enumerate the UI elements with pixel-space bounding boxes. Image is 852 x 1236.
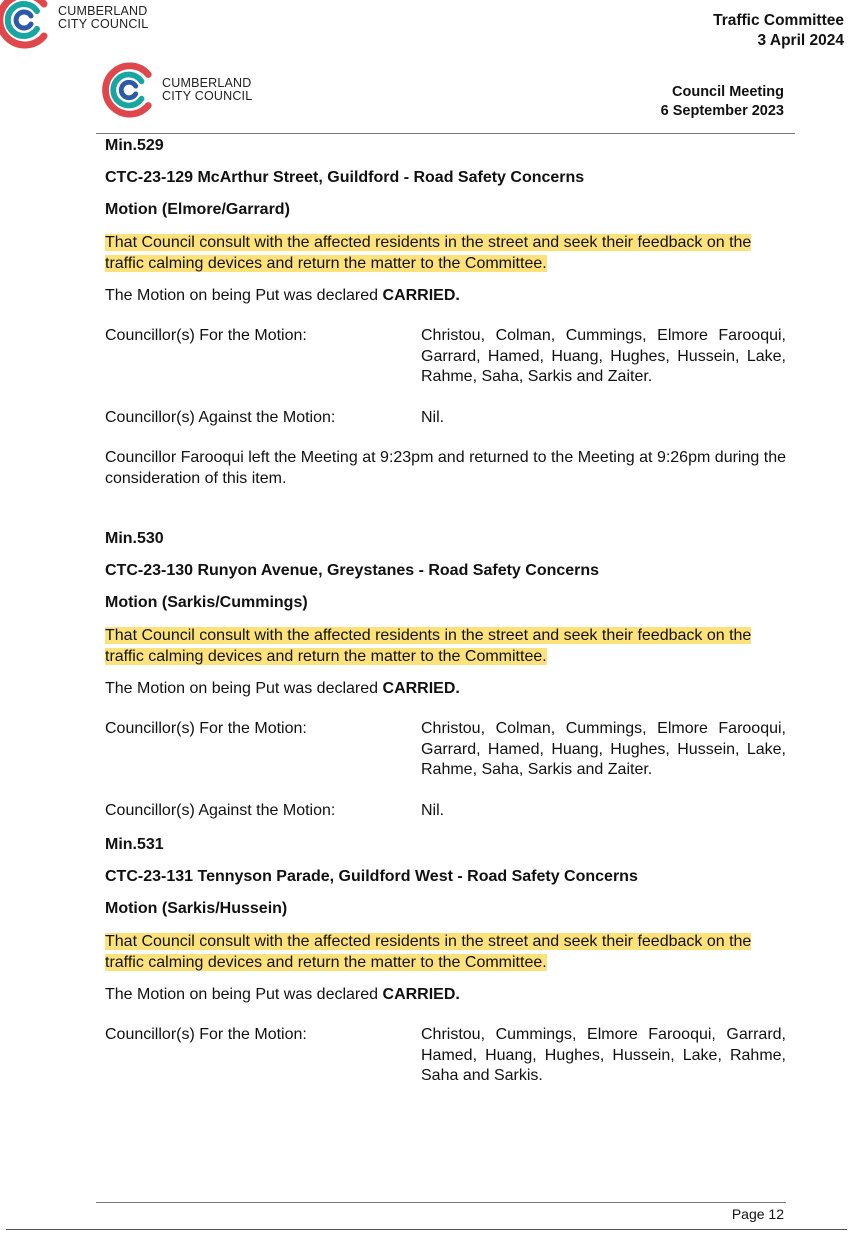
declared-result: CARRIED. — [382, 680, 460, 697]
outer-header-title: Traffic Committee — [713, 12, 844, 29]
minute-item — [105, 136, 786, 489]
declared-prefix: The Motion on being Put was declared — [105, 986, 379, 1003]
minutes-body — [105, 136, 786, 1087]
council-logo-icon — [98, 61, 156, 119]
resolution-text — [105, 625, 786, 667]
logo-wordmark — [58, 5, 148, 31]
minute-number: Min.530 — [105, 530, 164, 547]
page-number: Page 12 — [731, 1206, 784, 1222]
vote-for-label: Councillor(s) For the Motion: — [105, 327, 307, 344]
motion-movers: Motion (Elmore/Garrard) — [105, 201, 290, 218]
logo-line-1: CUMBERLAND — [58, 3, 148, 18]
footer-divider — [96, 1202, 786, 1203]
declared-prefix: The Motion on being Put was declared — [105, 680, 379, 697]
motion-movers: Motion (Sarkis/Cummings) — [105, 594, 308, 611]
inner-council-logo — [98, 61, 252, 119]
declared-line — [105, 985, 786, 1005]
item-title: CTC-23-130 Runyon Avenue, Greystanes - Road Safety Concerns — [105, 562, 600, 579]
declared-prefix: The Motion on being Put was declared — [105, 287, 379, 304]
resolution-text — [105, 232, 786, 274]
inner-header-title: Council Meeting — [672, 84, 784, 100]
outer-footer-divider — [6, 1229, 847, 1230]
vote-for-label: Councillor(s) For the Motion: — [105, 720, 307, 737]
vote-for-row — [105, 1025, 786, 1087]
vote-for-names: Christou, Cummings, Elmore Farooqui, Garrard, Hamed, Huang, Hughes, Hussein, Lake, Rahme, Saha and Sarkis. — [421, 1026, 786, 1084]
logo-wordmark — [162, 77, 252, 103]
declared-result: CARRIED. — [382, 287, 460, 304]
minute-number: Min.531 — [105, 836, 164, 853]
declared-result: CARRIED. — [382, 986, 460, 1003]
vote-against-label: Councillor(s) Against the Motion: — [105, 408, 336, 426]
council-logo-icon — [0, 0, 52, 50]
motion-movers: Motion (Sarkis/Hussein) — [105, 900, 288, 917]
vote-for-names: Christou, Colman, Cummings, Elmore Farooqui, Garrard, Hamed, Huang, Hughes, Hussein, Lake, Rahme, Saha, Sarkis and Zaiter. — [421, 327, 786, 385]
inner-header — [661, 83, 784, 121]
vote-for-label: Councillor(s) For the Motion: — [105, 1026, 307, 1043]
minute-number: Min.529 — [105, 137, 164, 154]
vote-for-row — [105, 326, 786, 388]
highlighted-resolution: That Council consult with the affected residents in the street and seek their feedback on the traffic calming devices and return the matter to the Committee. — [105, 627, 752, 665]
minute-item — [105, 529, 786, 821]
header-divider — [96, 133, 795, 134]
logo-line-2: CITY COUNCIL — [58, 17, 149, 31]
outer-header — [713, 11, 844, 51]
outer-council-logo — [0, 0, 148, 50]
vote-against-names: Nil. — [421, 408, 445, 426]
vote-against-names: Nil. — [421, 801, 445, 819]
logo-line-2: CITY COUNCIL — [162, 89, 253, 103]
resolution-text — [105, 931, 786, 973]
vote-against-label: Councillor(s) Against the Motion: — [105, 801, 336, 819]
outer-header-date: 3 April 2024 — [757, 32, 844, 49]
declared-line — [105, 679, 786, 699]
logo-line-1: CUMBERLAND — [162, 75, 252, 90]
vote-for-row — [105, 719, 786, 781]
attendance-note: Councillor Farooqui left the Meeting at 9:23pm and returned to the Meeting at 9:26pm during the consideration of this item. — [105, 449, 786, 487]
highlighted-resolution: That Council consult with the affected residents in the street and seek their feedback on the traffic calming devices and return the matter to the Committee. — [105, 234, 752, 272]
highlighted-resolution: That Council consult with the affected residents in the street and seek their feedback on the traffic calming devices and return the matter to the Committee. — [105, 933, 752, 971]
inner-header-date: 6 September 2023 — [660, 103, 784, 119]
item-title: CTC-23-131 Tennyson Parade, Guildford West - Road Safety Concerns — [105, 868, 638, 885]
vote-against-row — [105, 408, 786, 429]
minute-item — [105, 835, 786, 1087]
vote-against-row — [105, 801, 786, 822]
item-title: CTC-23-129 McArthur Street, Guildford - Road Safety Concerns — [105, 169, 585, 186]
vote-for-names: Christou, Colman, Cummings, Elmore Farooqui, Garrard, Hamed, Huang, Hughes, Hussein, Lake, Rahme, Saha, Sarkis and Zaiter. — [421, 720, 786, 778]
declared-line — [105, 286, 786, 306]
